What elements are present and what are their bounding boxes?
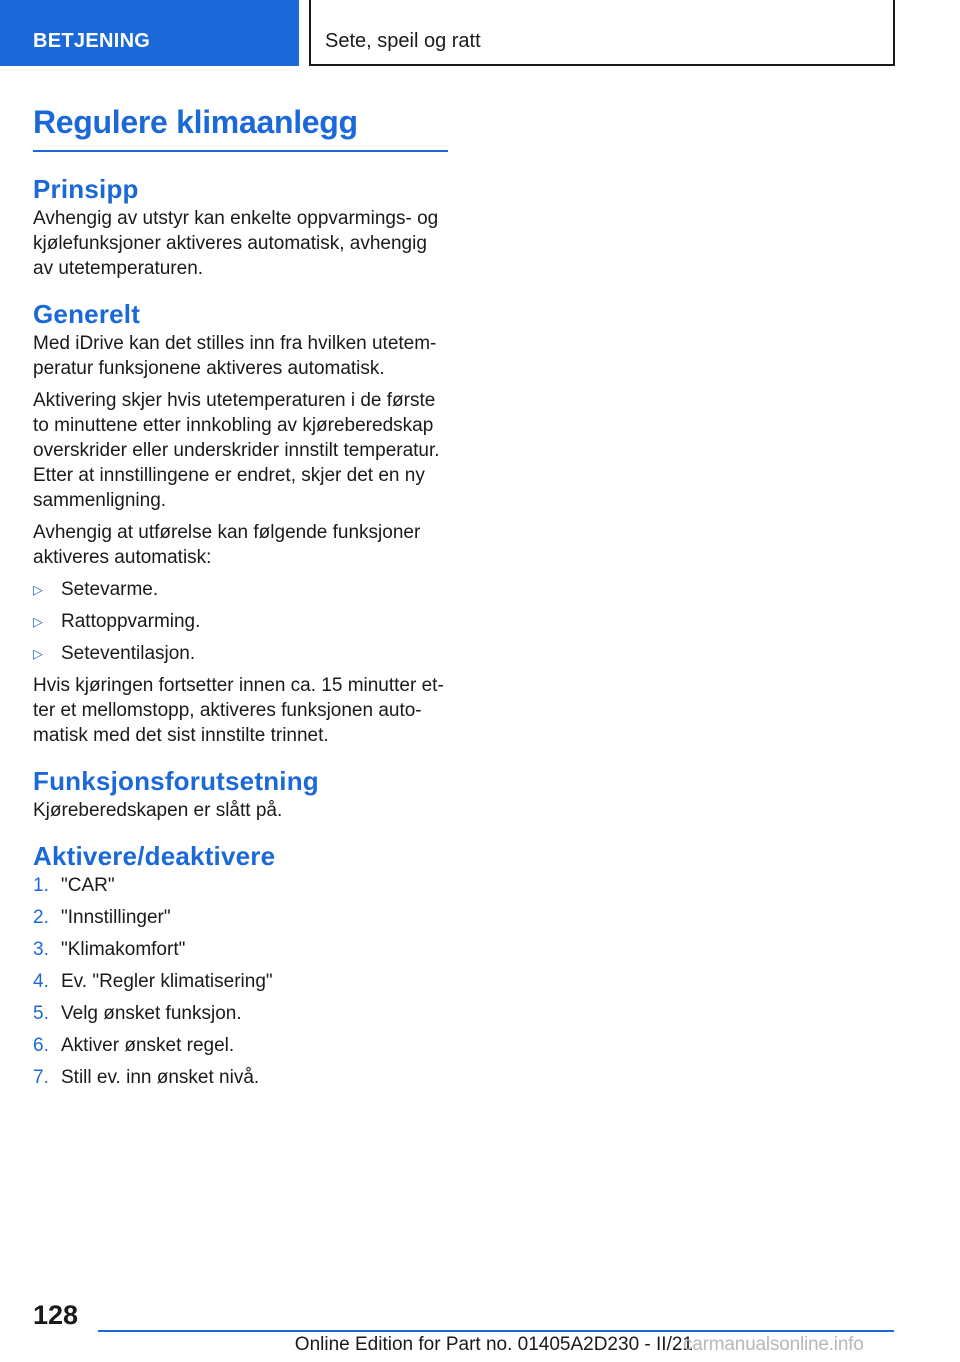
step-text: Still ev. inn ønsket nivå.: [61, 1067, 260, 1088]
list-item-text: Setevarme.: [61, 579, 159, 600]
generelt-paragraph-3: Avhengig at utførelse kan følgende funksjoner aktiveres automatisk:: [33, 522, 421, 568]
step-item: [33, 1065, 448, 1090]
footer-divider: [98, 1330, 894, 1332]
heading-funksjonsforutsetning: Funksjonsforutsetning: [33, 766, 319, 796]
step-text: "Klimakomfort": [61, 939, 186, 960]
step-item: [33, 937, 448, 962]
step-number: 5.: [33, 1003, 49, 1024]
prinsipp-text: Avhengig av utstyr kan enkelte oppvarmings- og kjølefunksjoner aktiveres automatisk, avhengig av utetemperaturen.: [33, 208, 439, 279]
list-item-text: Rattoppvarming.: [61, 611, 201, 632]
heading-aktivere-deaktivere: Aktivere/deaktivere: [33, 841, 276, 871]
triangle-right-icon: ▷: [33, 582, 43, 597]
step-text: Velg ønsket funksjon.: [61, 1003, 242, 1024]
header-section-label: BETJENING: [33, 30, 151, 52]
step-number: 7.: [33, 1067, 49, 1088]
header-section-tab: [0, 0, 299, 66]
step-item: [33, 969, 448, 994]
step-text: "Innstillinger": [61, 907, 171, 928]
step-item: [33, 1033, 448, 1058]
heading-generelt: Generelt: [33, 299, 141, 329]
step-text: Aktiver ønsket regel.: [61, 1035, 235, 1056]
function-list: [33, 577, 448, 666]
watermark: carmanualsonline.info: [683, 1334, 864, 1355]
footer-edition: Online Edition for Part no. 01405A2D230 - II/21: [294, 1334, 693, 1355]
step-number: 2.: [33, 907, 49, 928]
step-number: 4.: [33, 971, 49, 992]
step-item: [33, 873, 448, 898]
generelt-paragraph-2: Aktivering skjer hvis utetemperaturen i de første to minuttene etter innkobling av kjøreberedskap overskrider eller underskrider innstilt temperatur. Etter at innstillingene er endret, skjer det en ny sammenligning.: [33, 390, 440, 511]
page-number: 128: [33, 1300, 79, 1330]
header-chapter-label: Sete, speil og ratt: [325, 30, 481, 52]
step-item: [33, 905, 448, 930]
step-list: [33, 873, 448, 1090]
list-item-text: Seteventilasjon.: [61, 643, 196, 664]
step-item: [33, 1001, 448, 1026]
step-text: Ev. "Regler klimatisering": [61, 971, 273, 992]
generelt-paragraph-1: Med iDrive kan det stilles inn fra hvilken utetem-peratur funksjonene aktiveres automatisk.: [33, 333, 437, 379]
list-item: [33, 609, 448, 634]
triangle-right-icon: ▷: [33, 646, 43, 661]
step-text: "CAR": [61, 875, 115, 896]
forutsetning-text: Kjøreberedskapen er slått på.: [33, 800, 283, 821]
step-number: 3.: [33, 939, 49, 960]
main-content: [33, 100, 448, 1097]
step-number: 1.: [33, 875, 49, 896]
generelt-paragraph-4: Hvis kjøringen fortsetter innen ca. 15 minutter et-ter et mellomstopp, aktiveres funksjonen auto-matisk med det sist innstilte trinnet.: [33, 675, 444, 746]
triangle-right-icon: ▷: [33, 614, 43, 629]
list-item: [33, 641, 448, 666]
heading-prinsipp: Prinsipp: [33, 174, 139, 204]
list-item: [33, 577, 448, 602]
step-number: 6.: [33, 1035, 49, 1056]
header-chapter-box: [311, 0, 895, 66]
page-title: Regulere klimaanlegg: [33, 100, 448, 152]
